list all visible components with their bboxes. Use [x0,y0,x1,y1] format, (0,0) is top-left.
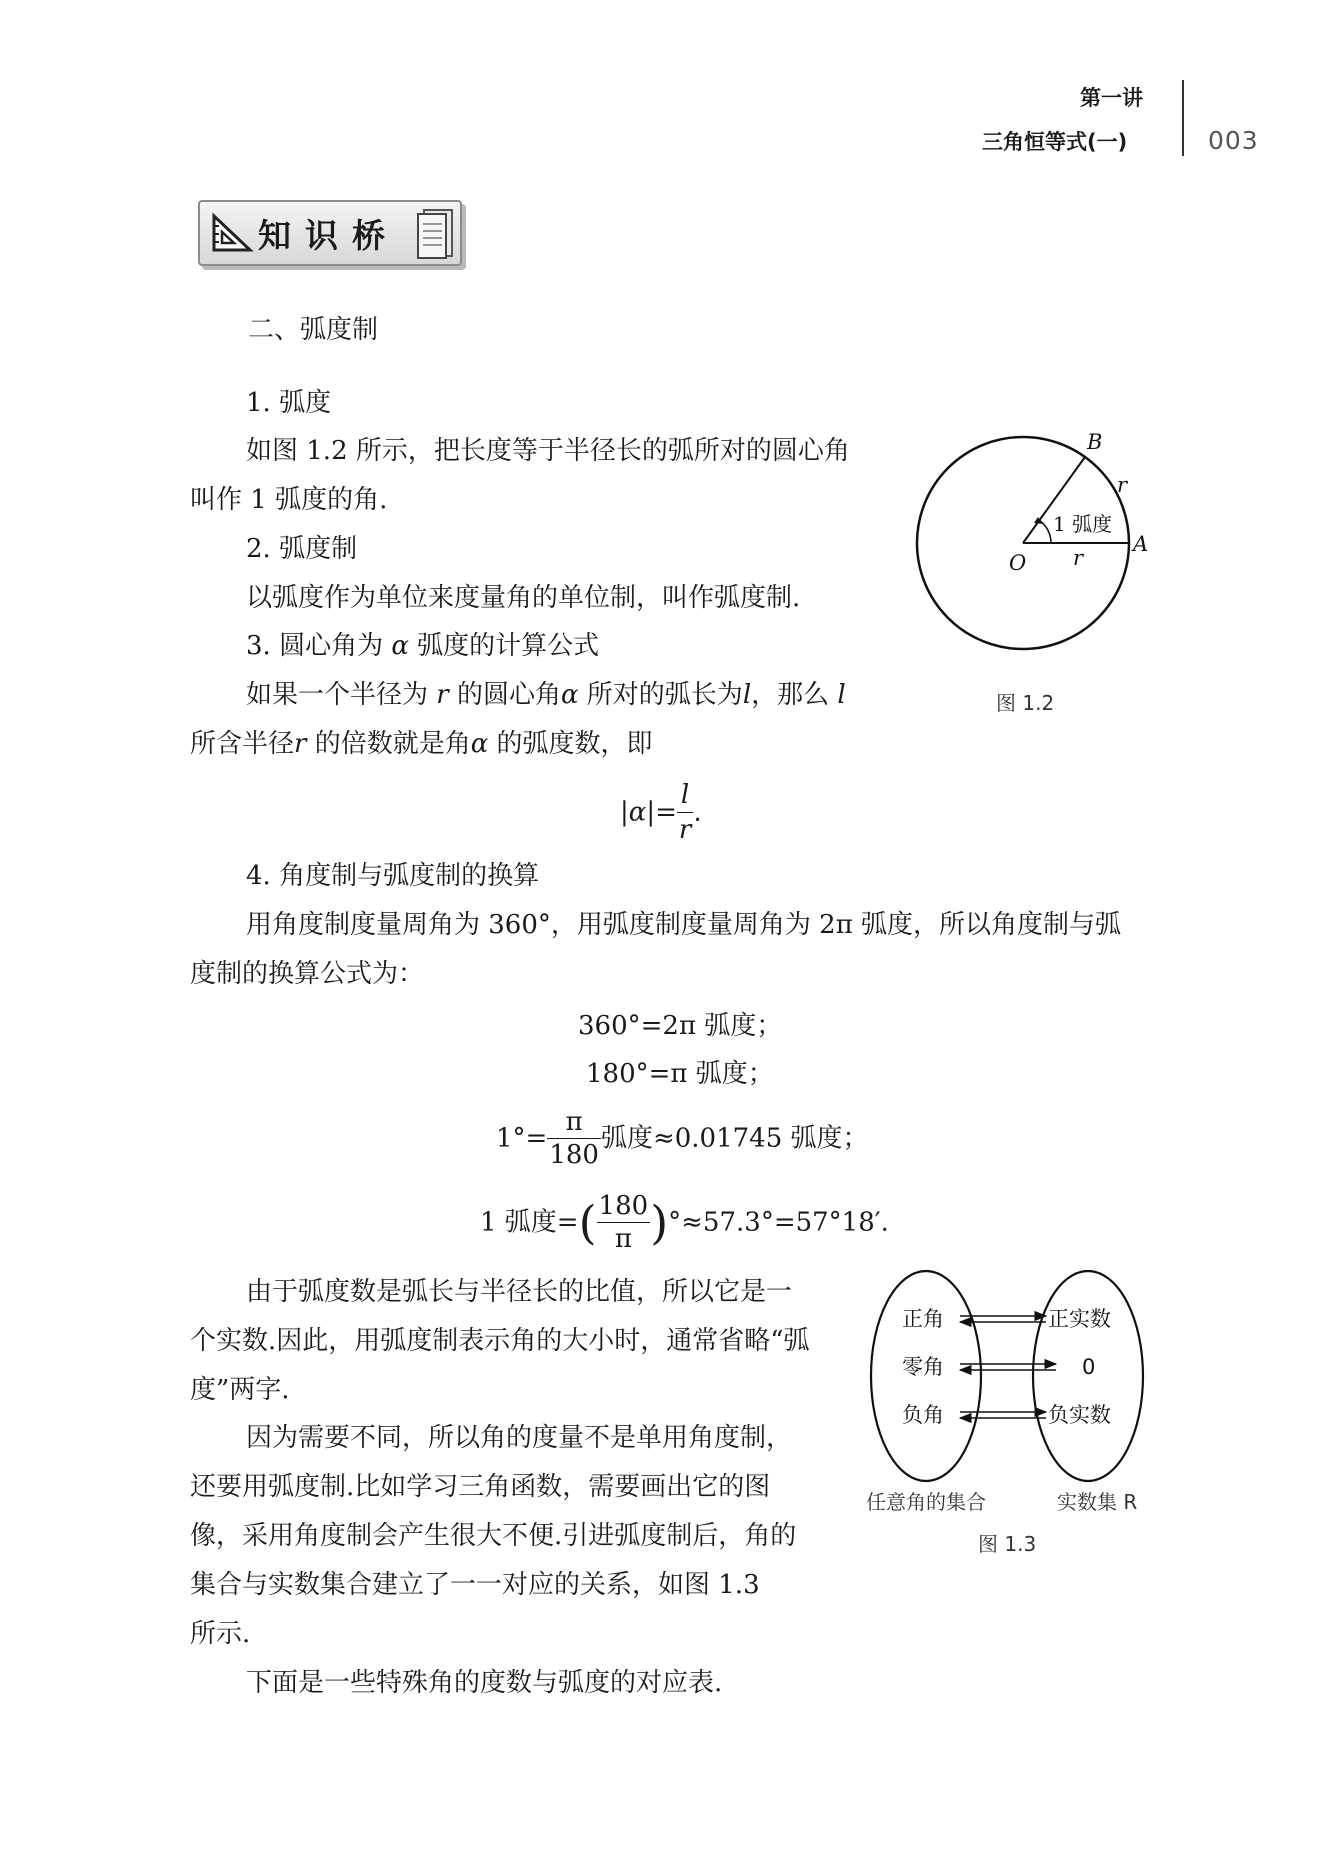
item3-line1 [246,671,846,720]
eq3-a: 1°= [496,1123,548,1154]
item3-title-b: 弧度的计算公式 [408,631,600,661]
section-title: 二、弧度制 [248,315,379,345]
left-item-zero-angle: 零角 [902,1355,944,1379]
item4-line1: 用角度制度量周角为 360°，用弧度制度量周角为 2π 弧度，所以角度制与弧 [246,910,1122,940]
equation-180: 180°=π 弧度； [586,1059,774,1089]
var-l-2: l [837,680,846,710]
paren-left: ( [578,1195,597,1250]
item3-line2 [190,720,653,769]
item3-line2-a: 所含半径 [190,729,295,759]
left-item-positive-angle: 正角 [902,1307,944,1331]
para3: 下面是一些特殊角的度数与弧度的对应表. [246,1668,723,1698]
item2-body: 以弧度作为单位来度量角的单位制，叫作弧度制. [246,583,801,613]
figure-1-3-right-caption: 实数集 R [1057,1490,1138,1514]
chapter-title: 三角恒等式(一) [982,130,1128,154]
para2-line3: 像，采用角度制会产生很大不便.引进弧度制后，角的 [190,1521,797,1551]
eq4-fraction [597,1190,651,1255]
var-alpha-2: α [470,729,489,759]
eq4-num: 180 [598,1191,649,1221]
para2-line5: 所示. [190,1619,251,1649]
eq4-den: π [597,1222,651,1255]
triangle-ruler-icon [210,212,254,254]
formula-lhs: |α|= [620,797,677,828]
page-number: 003 [1208,126,1259,155]
label-angle: 1 弧度 [1053,512,1113,536]
lecture-label: 第一讲 [1080,86,1143,110]
var-alpha: α [560,680,579,710]
para2-line4: 集合与实数集合建立了一一对应的关系，如图 1.3 [190,1570,760,1600]
formula-num: l [680,780,690,810]
figure-1-3-left-caption: 任意角的集合 [866,1490,986,1514]
label-A: A [1133,532,1149,556]
eq3-den: 180 [549,1140,599,1170]
label-O: O [1009,551,1027,575]
paren-right: ) [650,1195,669,1250]
equation-360: 360°=2π 弧度； [578,1011,783,1041]
item3-line1-c: 所对的弧长为 [578,680,743,710]
eq4-b: °≈57.3°=57°18′. [668,1207,889,1238]
item1-body-line1: 如图 1.2 所示，把长度等于半径长的弧所对的圆心角 [246,436,850,466]
label-r-arc: r [1117,473,1128,497]
right-item-negative-real: 负实数 [1048,1403,1111,1427]
eq3-fraction [547,1106,601,1171]
item2-title: 2. 弧度制 [246,534,358,564]
header-divider [1182,80,1184,156]
formula-fraction [677,778,693,847]
item1-body-line2: 叫作 1 弧度的角. [190,485,388,515]
alpha-symbol: α [391,631,409,661]
figure-1-2-circle [905,425,1165,705]
figure-1-2-caption: 图 1.2 [996,691,1055,715]
notebook-icon [414,206,458,262]
var-r: r [436,680,449,710]
formula-alpha [620,778,702,847]
var-r-2: r [294,729,307,759]
figure-1-3-mapping [860,1266,1170,1506]
para1-line2: 个实数.因此，用弧度制表示角的大小时，通常省略“弧 [190,1326,810,1356]
item3-line2-b: 的倍数就是角 [306,729,471,759]
label-B: B [1087,430,1103,454]
left-item-negative-angle: 负角 [902,1403,944,1427]
right-item-positive-real: 正实数 [1048,1307,1111,1331]
item4-line2: 度制的换算公式为： [190,959,425,989]
item3-title [246,622,599,671]
formula-end: . [693,797,702,828]
eq3-num: π [565,1107,583,1137]
eq4-a: 1 弧度= [480,1207,579,1238]
para2-line2: 还要用弧度制.比如学习三角函数，需要画出它的图 [190,1472,771,1502]
item3-line1-b: 的圆心角 [448,680,561,710]
item1-title: 1. 弧度 [246,388,332,418]
label-r: r [1073,546,1084,570]
var-l: l [742,680,752,710]
item3-title-a: 3. 圆心角为 [246,631,384,661]
banner-title: 知识桥 [258,216,399,255]
knowledge-bridge-banner [198,200,462,266]
eq3-b: 弧度≈0.01745 弧度； [600,1123,869,1154]
item3-line1-a: 如果一个半径为 [246,680,429,710]
figure-1-3-caption: 图 1.3 [978,1532,1037,1556]
para2-line1: 因为需要不同，所以角的度量不是单用角度制， [246,1423,793,1453]
para1-line3: 度”两字. [190,1375,290,1405]
right-item-zero: 0 [1082,1355,1096,1379]
item3-line2-c: 的弧度数，即 [488,729,653,759]
equation-1deg [496,1106,869,1171]
formula-den: r [677,812,693,847]
item3-line1-d: ，那么 [751,680,830,710]
item4-title: 4. 角度制与弧度制的换算 [246,861,540,891]
para1-line1: 由于弧度数是弧长与半径长的比值，所以它是一 [246,1277,793,1307]
equation-1rad [480,1190,889,1255]
